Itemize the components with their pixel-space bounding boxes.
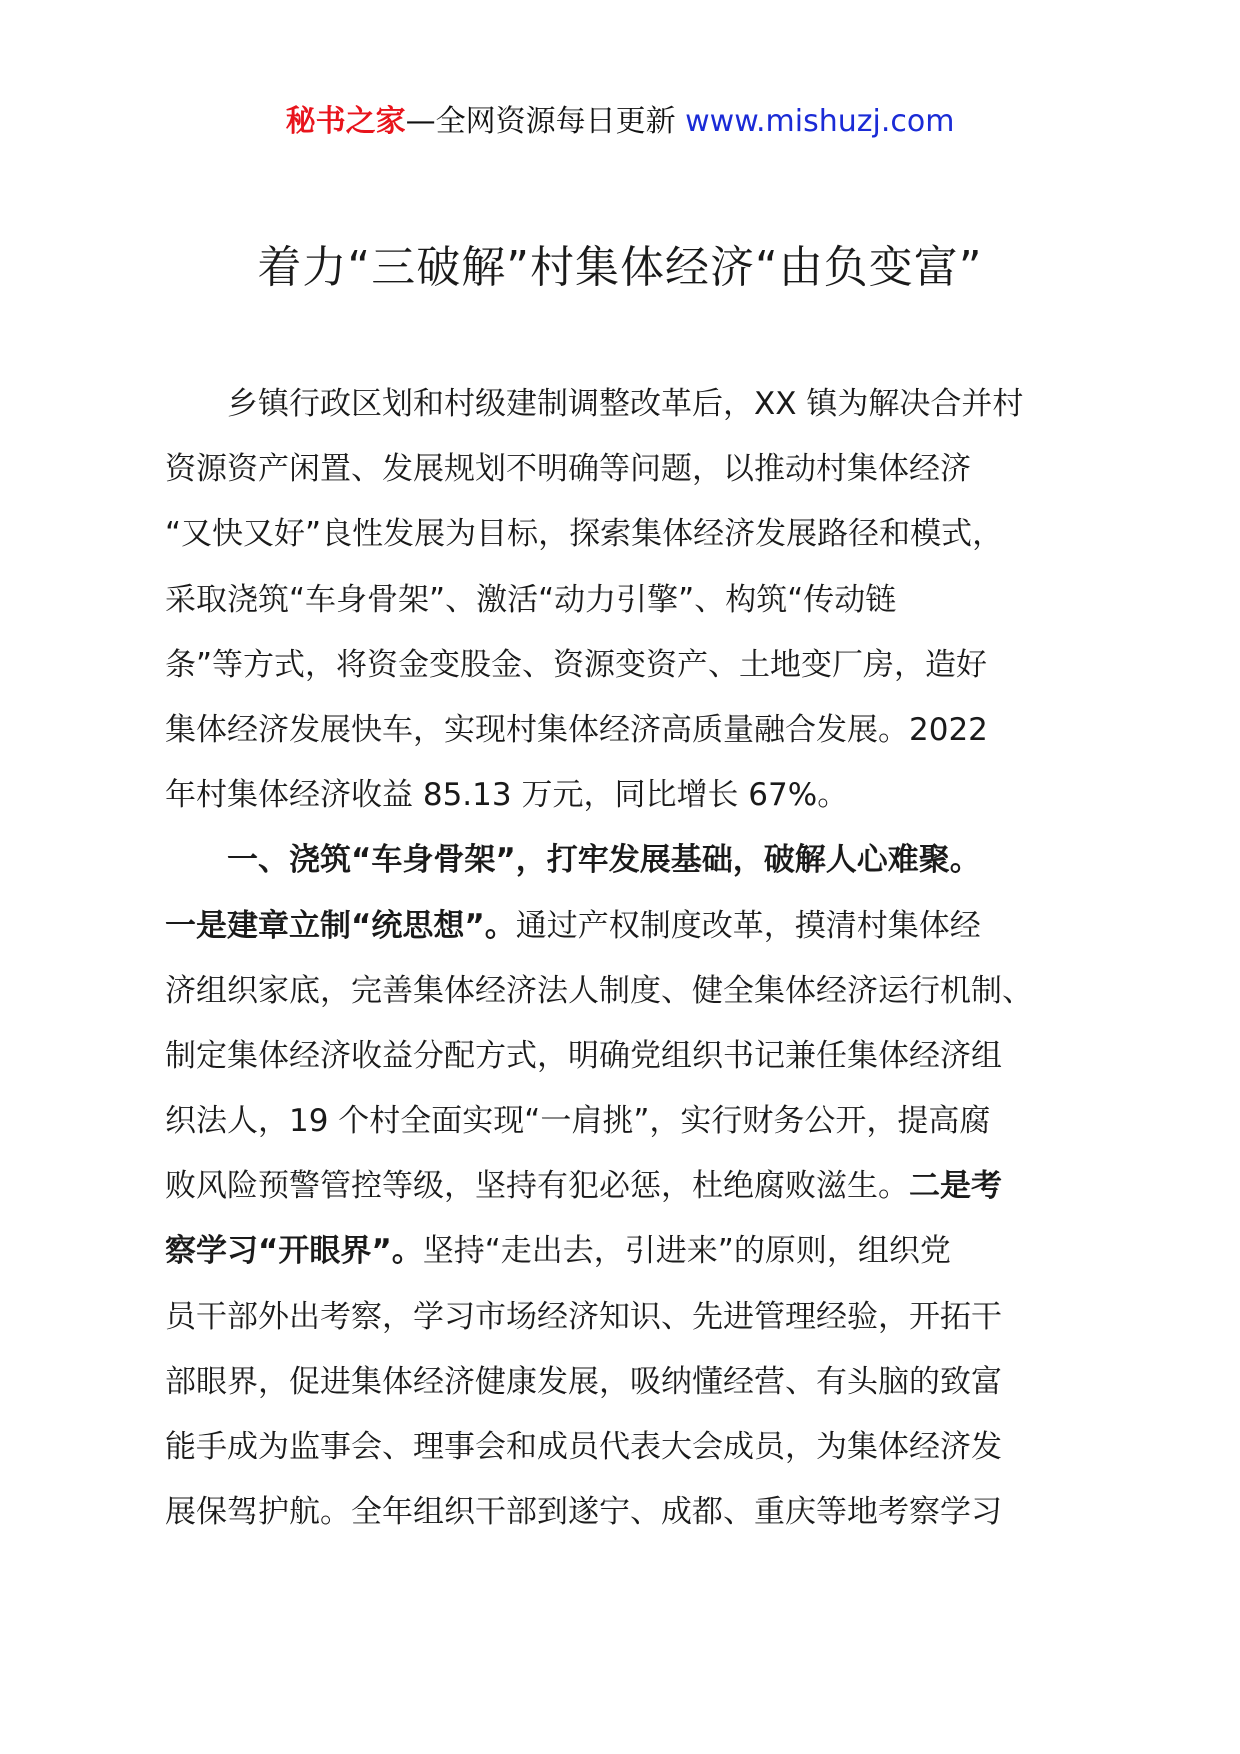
header-slogan: —全网资源每日更新 [405, 104, 676, 139]
body-line: 能手成为监事会、理事会和成员代表大会成员，为集体经济发 [165, 1429, 1002, 1465]
document-body [165, 372, 1095, 1545]
body-line: 织法人，19 个村全面实现“一肩挑”，实行财务公开，提高腐 [165, 1103, 991, 1140]
body-text: 坚持“走出去，引进来”的原则，组织党 [422, 1233, 951, 1270]
body-line: 制定集体经济收益分配方式，明确党组织书记兼任集体经济组 [165, 1037, 1002, 1074]
body-line: 济组织家底，完善集体经济法人制度、健全集体经济运行机制、 [165, 972, 1033, 1009]
subheading-inline: 察学习“开眼界”。 [165, 1233, 423, 1270]
section-heading: 一、浇筑“车身骨架”，打牢发展基础，破解人心难聚。 [227, 842, 981, 879]
brand-name: 秘书之家 [285, 104, 406, 139]
body-text: 败风险预警管控等级，坚持有犯必惩，杜绝腐败滋生。 [165, 1168, 909, 1205]
body-line: 集体经济发展快车，实现村集体经济高质量融合发展。2022 [165, 711, 988, 748]
subheading-inline: 一是建章立制“统思想”。 [165, 907, 516, 944]
site-url-link[interactable]: www.mishuzj.com [685, 104, 955, 139]
body-line: 年村集体经济收益 85.13 万元，同比增长 67%。 [165, 777, 849, 814]
body-line: 员干部外出考察，学习市场经济知识、先进管理经验，开拓干 [165, 1298, 1002, 1335]
body-text: 通过产权制度改革，摸清村集体经 [515, 907, 981, 944]
body-line: 展保驾护航。全年组织干部到遂宁、成都、重庆等地考察学习 [165, 1494, 1002, 1531]
body-line: 条”等方式，将资金变股金、资源变资产、土地变厂房，造好 [165, 646, 988, 683]
site-header [0, 100, 1240, 144]
body-line: 采取浇筑“车身骨架”、激活“动力引擎”、构筑“传动链 [165, 581, 897, 618]
body-line: “又快又好”良性发展为目标，探索集体经济发展路径和模式， [165, 516, 1004, 553]
document-title: 着力“三破解”村集体经济“由负变富” [257, 242, 983, 293]
body-line [165, 1219, 1095, 1284]
body-line: 部眼界，促进集体经济健康发展，吸纳懂经营、有头脑的致富 [165, 1363, 1002, 1400]
body-line [165, 1154, 1095, 1219]
subheading-inline: 二是考 [909, 1168, 1002, 1205]
body-line: 乡镇行政区划和村级建制调整改革后，XX 镇为解决合并村 [227, 386, 1024, 422]
body-line: 资源资产闲置、发展规划不明确等问题，以推动村集体经济 [165, 451, 971, 488]
body-line [165, 894, 1095, 959]
